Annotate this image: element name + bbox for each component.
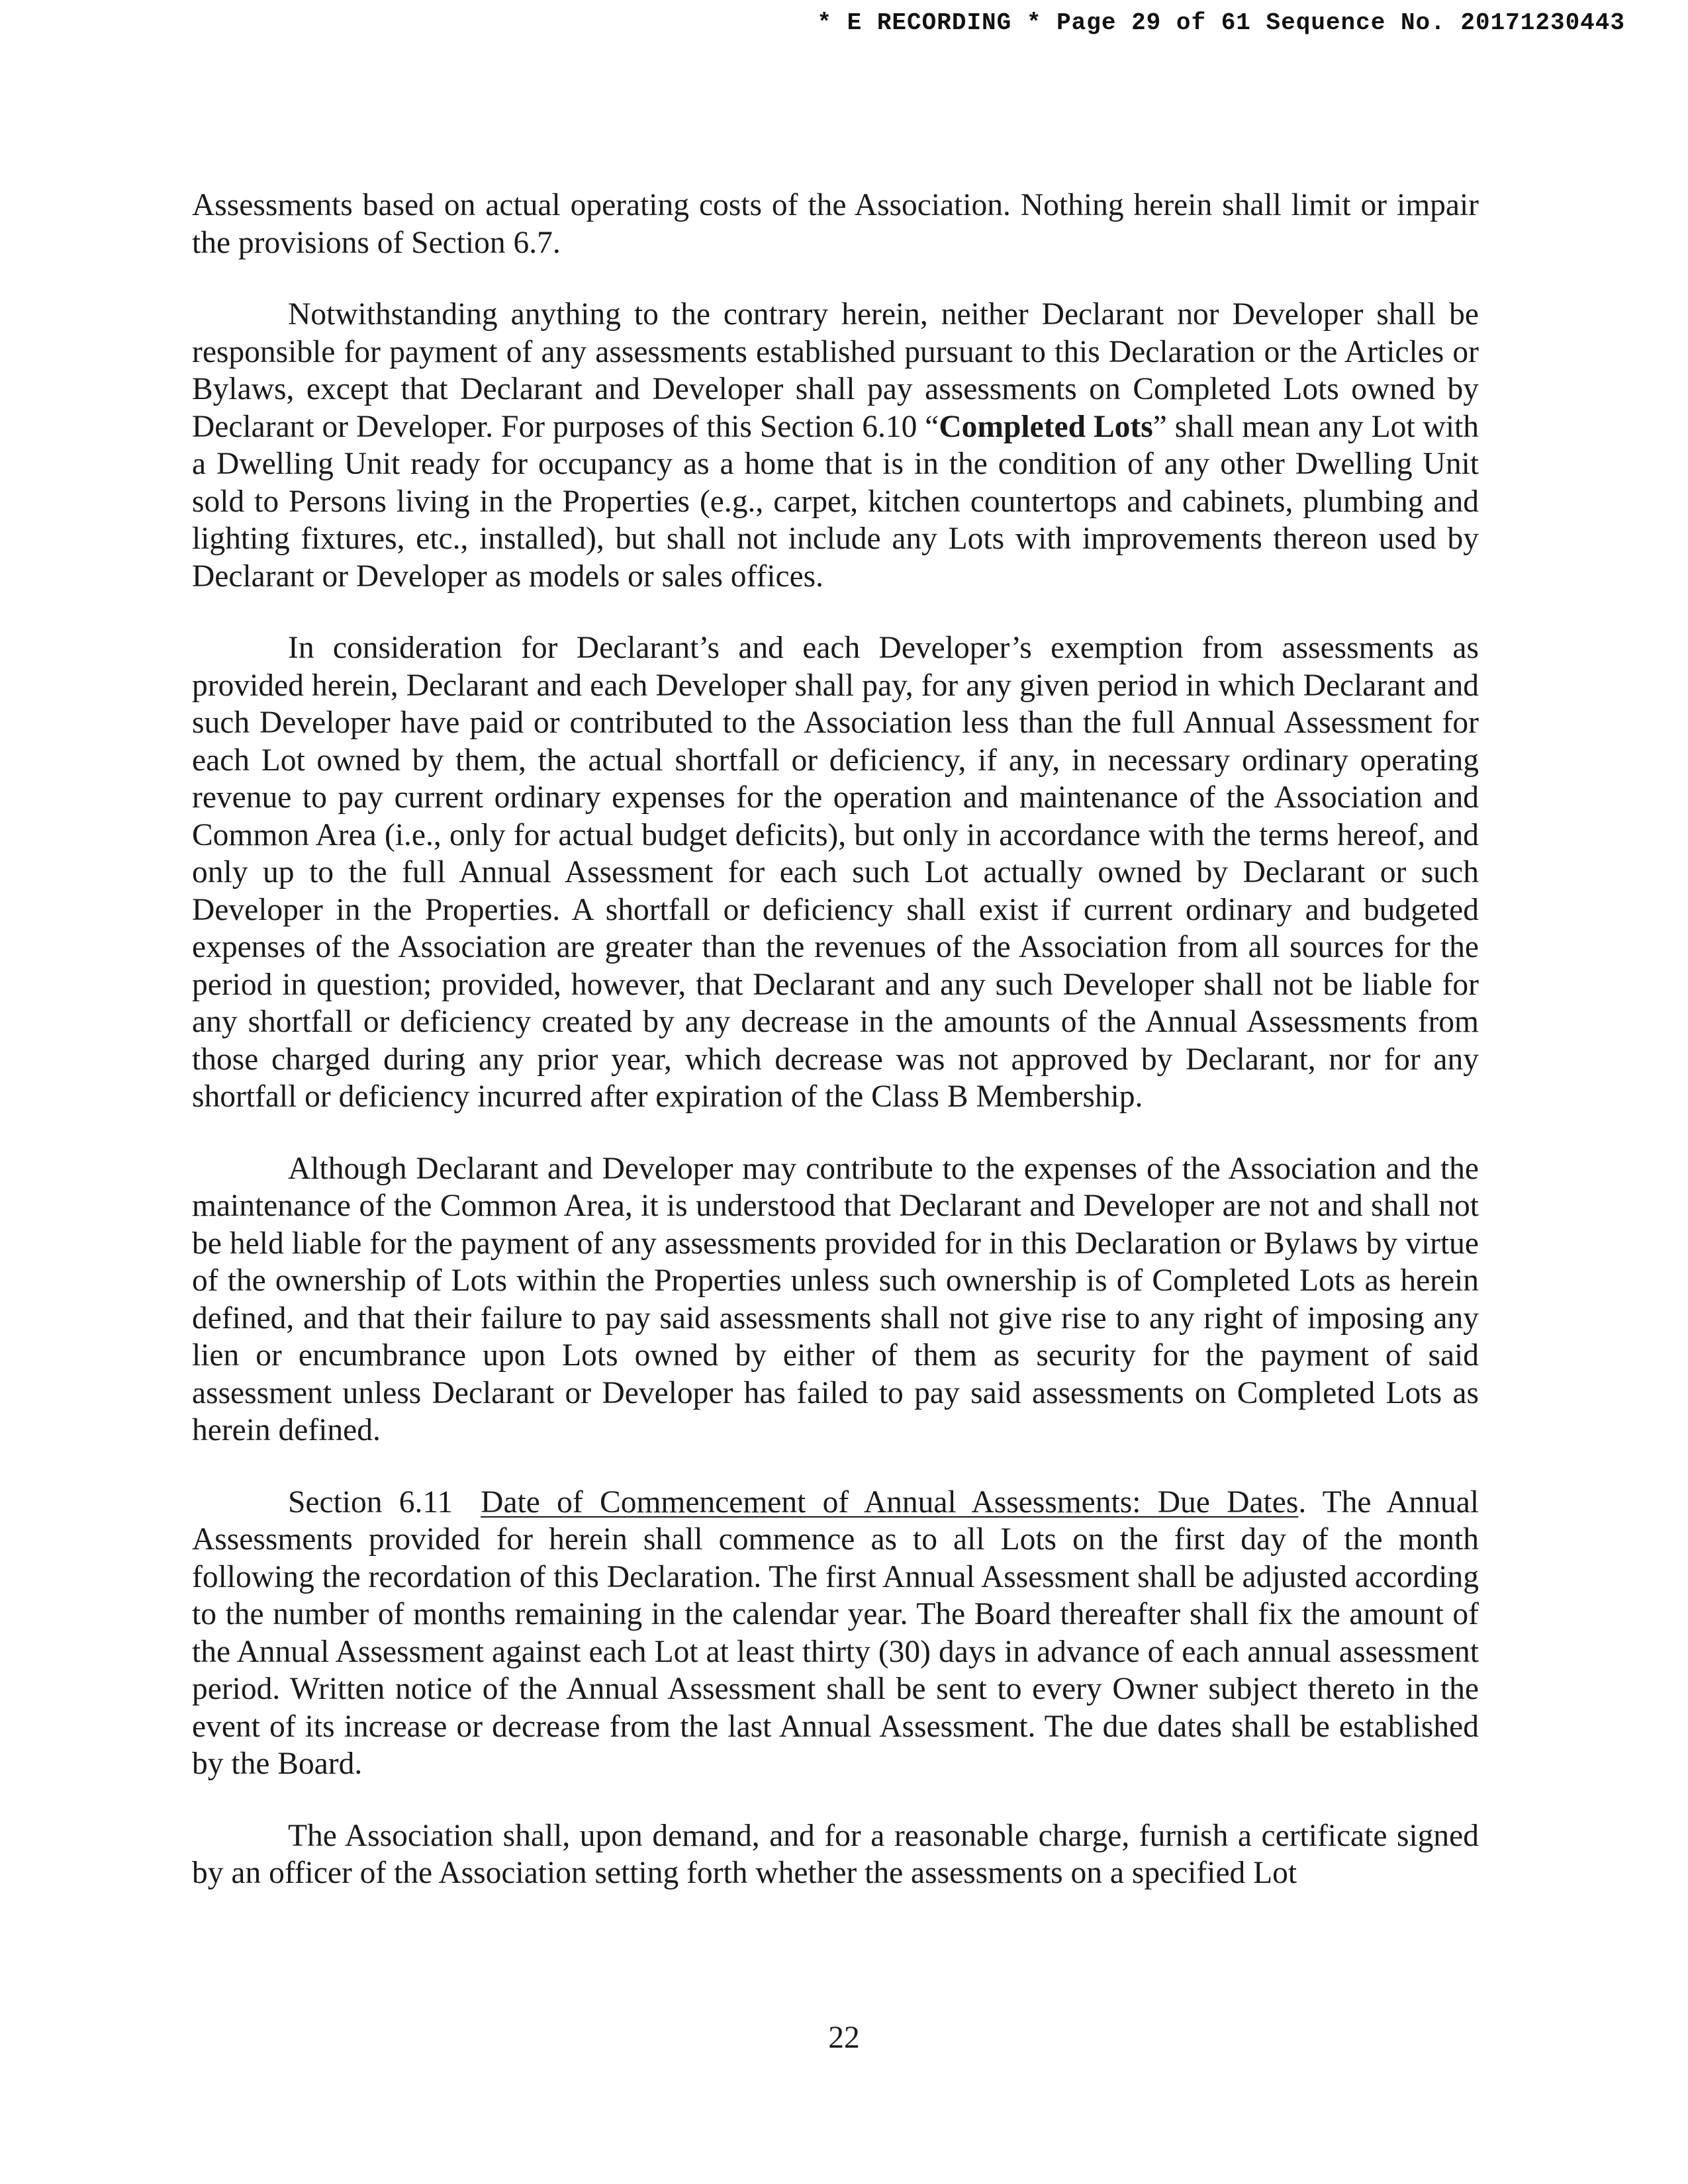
paragraph-shortfall-deficiency: In consideration for Declarant’s and each Developer’s exemption from assessments as provided herein, Declarant and each Developer shall pay, for any given period in which Declarant and such Developer have paid or contributed to the Association less than the full Annual Assessment for each Lot owned by them, the actual shortfall or deficiency, if any, in necessary ordinary operating revenue to pay current ordinary expenses for the operation and maintenance of the Association and Common Area (i.e., only for actual budget deficits), but only in accordance with the terms hereof, and only up to the full Annual Assessment for each such Lot actually owned by Declarant or such Developer in the Properties. A shortfall or deficiency shall exist if current ordinary and budgeted expenses of the Association are greater than the revenues of the Association from all sources for the period in question; provided, however, that Declarant and any such Developer shall not be liable for any shortfall or deficiency created by any decrease in the amounts of the Annual Assessments from those charged during any prior year, which decrease was not approved by Declarant, nor for any shortfall or deficiency incurred after expiration of the Class B Membership. — [192, 631, 1479, 1114]
page-number: 22 — [828, 2021, 860, 2055]
paragraph-completed-lots-definition — [192, 296, 1479, 595]
document-body — [192, 187, 1479, 1892]
paragraph-assessments-operating-costs: Assessments based on actual operating costs of the Association. Nothing herein shall limit or impair the provisions of Section 6.7. — [192, 188, 1479, 260]
section-6-11 — [192, 1484, 1479, 1783]
recording-header: * E RECORDING * Page 29 of 61 Sequence No. 20171230443 — [817, 9, 1625, 36]
paragraph-text: Notwithstanding anything to the contrary herein, neither Declarant nor Developer shall be responsible for payment of any assessments established pursuant to this Declaration or the Articles or Bylaws, except that Declarant and Developer shall pay assessments on Completed Lots owned by Declarant or Developer. For purposes of this Section 6.10 “ — [192, 297, 1479, 444]
section-number: Section 6.11 — [288, 1484, 453, 1520]
paragraph-text: ” shall mean any Lot with a Dwelling Unit ready for occupancy as a home that is in the condition of any other Dwelling Unit sold to Persons living in the Properties (e.g., carpet, kitchen countertops and cabinets, plumbing and lighting fixtures, etc., installed), but shall not include any Lots with improvements thereon used by Declarant or Developer as models or sales offices. — [192, 409, 1479, 594]
defined-term-completed-lots: Completed Lots — [939, 409, 1153, 444]
section-body: . The Annual Assessments provided for herein shall commence as to all Lots on the first day of the month following the recordation of this Declaration. The first Annual Assessment shall be adjusted according to the number of months remaining in the calendar year. The Board thereafter shall fix the amount of the Annual Assessment against each Lot at least thirty (30) days in advance of each annual assessment period. Written notice of the Annual Assessment shall be sent to every Owner subject thereto in the event of its increase or decrease from the last Annual Assessment. The due dates shall be established by the Board. — [192, 1484, 1479, 1781]
section-heading: Date of Commencement of Annual Assessments: Due Dates — [481, 1484, 1299, 1520]
paragraph-certificate: The Association shall, upon demand, and for a reasonable charge, furnish a certificate signed by an officer of the Association setting forth whether the assessments on a specified Lot — [192, 1818, 1479, 1890]
paragraph-developer-liability: Although Declarant and Developer may contribute to the expenses of the Association and the maintenance of the Common Area, it is understood that Declarant and Developer are not and shall not be held liable for the payment of any assessments provided for in this Declaration or Bylaws by virtue of the ownership of Lots within the Properties unless such ownership is of Completed Lots as herein defined, and that their failure to pay said assessments shall not give rise to any right of imposing any lien or encumbrance upon Lots owned by either of them as security for the payment of said assessment unless Declarant or Developer has failed to pay said assessments on Completed Lots as herein defined. — [192, 1151, 1479, 1447]
